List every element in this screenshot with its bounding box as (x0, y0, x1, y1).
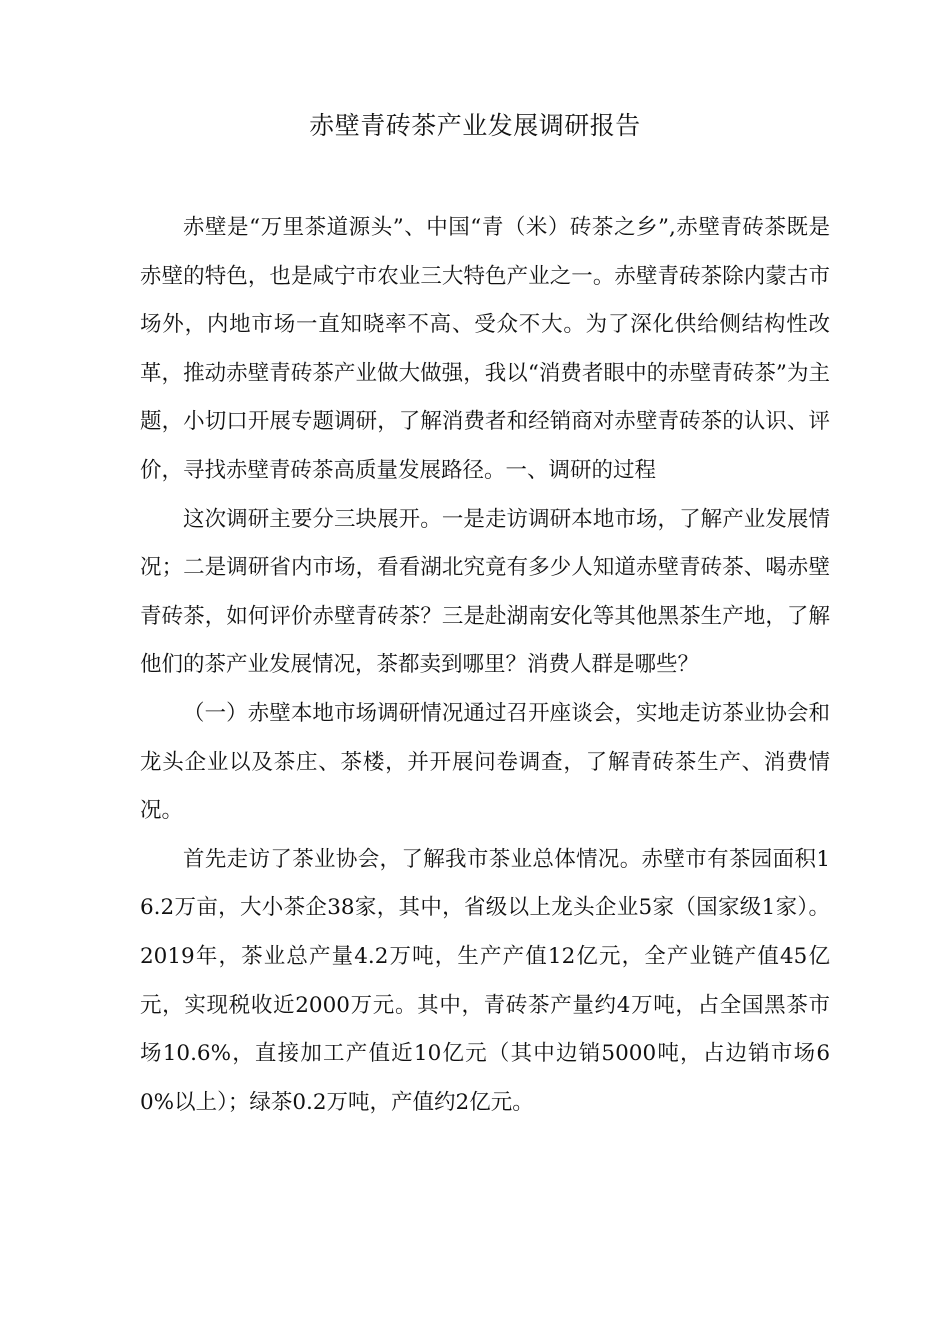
paragraph-local-market: （一）赤壁本地市场调研情况通过召开座谈会，实地走访茶业协会和龙头企业以及茶庄、茶楼，并开展问卷调查，了解青砖茶生产、消费情况。 (140, 700, 830, 824)
paragraph-tea-association: 首先走访了茶业协会，了解我市茶业总体情况。赤壁市有茶园面积16.2万亩，大小茶企38家，其中，省级以上龙头企业5家（国家级1家）。2019年，茶业总产量4.2万吨，生产产值12亿元，全产业链产值45亿元，实现税收近2000万元。其中，青砖茶产量约4万吨，占全国黑茶市场10.6%，直接加工产值近10亿元（其中边销5000吨，占边销市场60%以上）；绿茶0.2万吨，产值约2亿元。 (140, 846, 830, 1115)
document-body (140, 204, 830, 1127)
document-title: 赤壁青砖茶产业发展调研报告 (309, 111, 641, 140)
paragraph-research-overview: 这次调研主要分三块展开。一是走访调研本地市场，了解产业发展情况；二是调研省内市场，看看湖北究竟有多少人知道赤壁青砖茶、喝赤壁青砖茶，如何评价赤壁青砖茶？三是赴湖南安化等其他黑茶生产地，了解他们的茶产业发展情况，茶都卖到哪里？消费人群是哪些？ (140, 506, 830, 678)
paragraph-intro: 赤壁是“万里茶道源头”、中国“青（米）砖茶之乡”,赤壁青砖茶既是赤壁的特色，也是咸宁市农业三大特色产业之一。赤壁青砖茶除内蒙古市场外，内地市场一直知晓率不高、受众不大。为了深化供给侧结构性改革，推动赤壁青砖茶产业做大做强，我以“消费者眼中的赤壁青砖茶”为主题，小切口开展专题调研，了解消费者和经销商对赤壁青砖茶的认识、评价，寻找赤壁青砖茶高质量发展路径。一、调研的过程 (140, 215, 830, 483)
